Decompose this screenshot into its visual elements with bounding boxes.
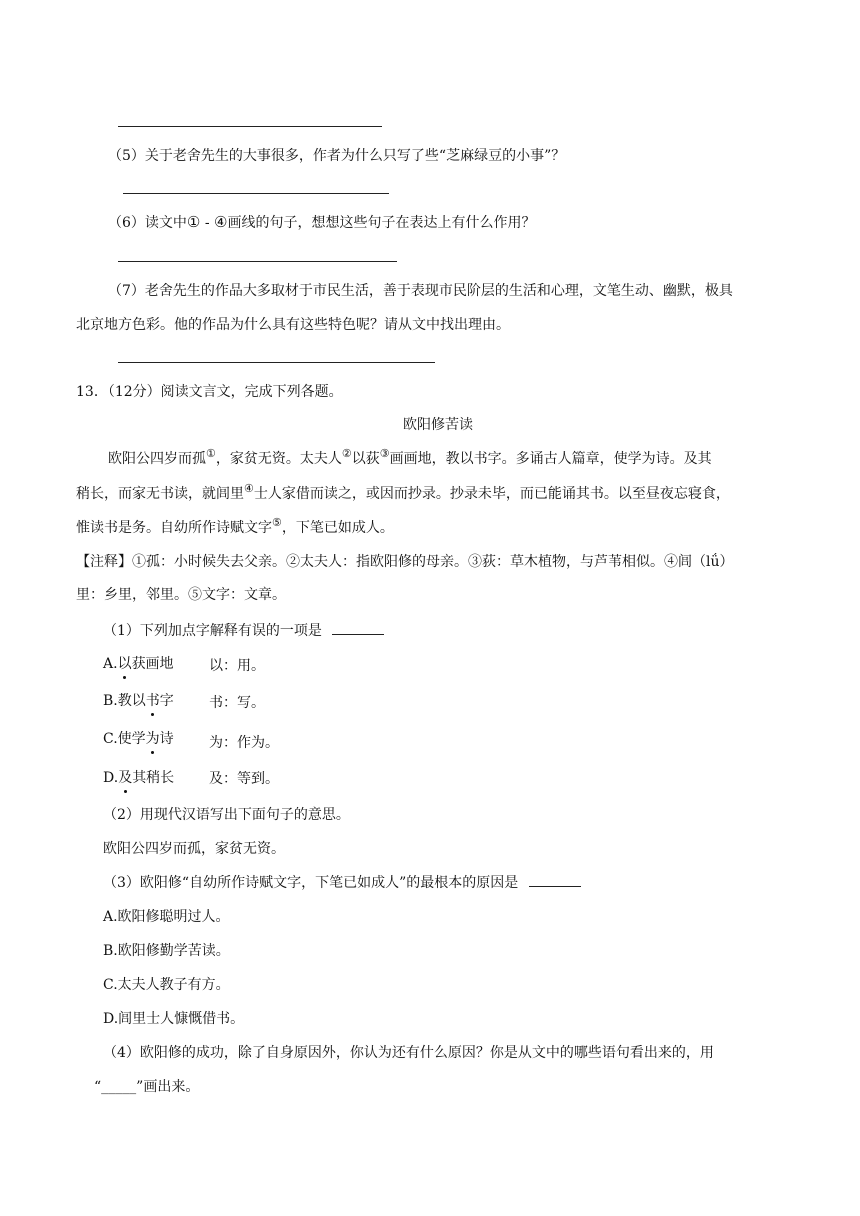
note-marker-2: ② [341, 447, 352, 460]
notes-line-1: 【注释】①孤：小时候失去父亲。②太夫人：指欧阳修的母亲。③荻：草木植物，与芦苇相似。④闾（lǘ） [76, 554, 734, 570]
option-text: 字 [159, 693, 174, 709]
subquestion-2-sentence: 欧阳公四岁而孤，家贫无资。 [103, 841, 285, 857]
passage-line-2 [76, 482, 730, 503]
option-text: 教以 [117, 693, 146, 709]
passage-text: 士人家借而读之，或因而抄录。抄录未毕，而已能诵其书。以至昼夜忘寝食， [253, 486, 730, 502]
dotted-character: 为 [146, 728, 160, 748]
option-d[interactable]: D.闾里士人慷慨借书。 [103, 1011, 245, 1027]
option-a[interactable]: A.欧阳修聪明过人。 [103, 909, 230, 925]
option-text: 获画地 [131, 656, 174, 672]
question-7-line-1: （7）老舍先生的作品大多取材于市民生活，善于表现市民阶层的生活和心理，文笔生动、幽默，极具 [108, 283, 733, 299]
option-letter: D. [103, 770, 119, 786]
question-6-suffix: 画线的句子，想想这些句子在表达上有什么作用？ [227, 215, 536, 231]
option-b-gloss: 书：写。 [209, 695, 265, 711]
question-7-line-2: 北京地方色彩。他的作品为什么具有这些特色呢？请从文中找出理由。 [76, 317, 510, 333]
answer-line-q4[interactable] [118, 126, 382, 127]
notes-line-2: 里：乡里，邻里。⑤文字：文章。 [76, 587, 286, 603]
passage-text: 惟读书是务。自幼所作诗赋文字 [76, 520, 272, 536]
option-a-gloss: 以：用。 [209, 658, 265, 674]
dotted-character: 书 [146, 690, 160, 710]
option-letter: A. [103, 656, 118, 672]
question-5: （5）关于老舍先生的大事很多，作者为什么只写了些“芝麻绿豆的小事”？ [108, 148, 566, 164]
option-c[interactable] [103, 728, 174, 748]
option-c[interactable]: C.太夫人教子有方。 [103, 977, 230, 993]
question-6-dash: - [200, 215, 215, 231]
question-13-number: 13． [76, 384, 108, 400]
passage-text: ，下笔已如成人。 [281, 520, 394, 536]
subquestion-4-line-2: “_____”画出来。 [94, 1079, 200, 1095]
subquestion-1 [103, 620, 384, 640]
passage-text: ，家贫无资。太夫人 [215, 451, 342, 467]
option-d-gloss: 及：等到。 [209, 771, 279, 787]
question-13-header [76, 381, 343, 401]
passage-text: 以荻 [351, 451, 380, 467]
option-b[interactable] [103, 690, 174, 710]
note-marker-5: ⑤ [272, 516, 282, 529]
option-b[interactable]: B.欧阳修勤学苦读。 [103, 943, 230, 959]
option-letter: C. [103, 731, 118, 747]
note-marker-1: ① [206, 447, 216, 460]
subquestion-3-text: （3）欧阳修“自幼所作诗赋文字，下笔已如成人”的最根本的原因是 [103, 875, 519, 891]
answer-line-q6[interactable] [118, 261, 397, 262]
passage-title: 欧阳修苦读 [403, 417, 473, 433]
marker-4: ④ [214, 213, 228, 231]
answer-blank-1[interactable] [332, 620, 384, 635]
subquestion-4-line-1: （4）欧阳修的成功，除了自身原因外，你认为还有什么原因？你是从文中的哪些语句看出来的，用 [103, 1045, 714, 1061]
dotted-character: 及 [118, 767, 132, 787]
option-c-gloss: 为：作为。 [209, 735, 279, 751]
passage-text: 欧阳公四岁而孤 [108, 451, 206, 467]
option-a[interactable] [103, 653, 174, 673]
answer-line-q7[interactable] [118, 362, 435, 363]
note-marker-3: ③ [379, 447, 390, 460]
answer-line-q5[interactable] [123, 193, 389, 194]
note-marker-4: ④ [244, 482, 254, 495]
subquestion-3 [103, 872, 581, 892]
option-text: 其稍长 [132, 770, 175, 786]
dotted-character: 以 [118, 653, 132, 673]
option-text: 诗 [159, 731, 174, 747]
passage-text: 画画地，教以书字。多诵古人篇章，使学为诗。及其 [389, 451, 712, 467]
passage-line-1 [108, 447, 712, 468]
marker-1: ① [186, 213, 201, 231]
subquestion-1-text: （1）下列加点字解释有误的一项是 [103, 623, 322, 639]
passage-line-3 [76, 516, 394, 537]
option-text: 使学 [117, 731, 146, 747]
answer-blank-3[interactable] [529, 872, 581, 887]
question-13-instruction: （12分）阅读文言文，完成下列各题。 [107, 384, 343, 400]
question-6 [108, 212, 535, 232]
passage-text: 稍长，而家无书读，就闾里 [76, 486, 244, 502]
subquestion-2: （2）用现代汉语写出下面句子的意思。 [103, 807, 350, 823]
option-d[interactable] [103, 767, 174, 787]
option-letter: B. [103, 693, 118, 709]
question-6-prefix: （6）读文中 [108, 215, 187, 231]
